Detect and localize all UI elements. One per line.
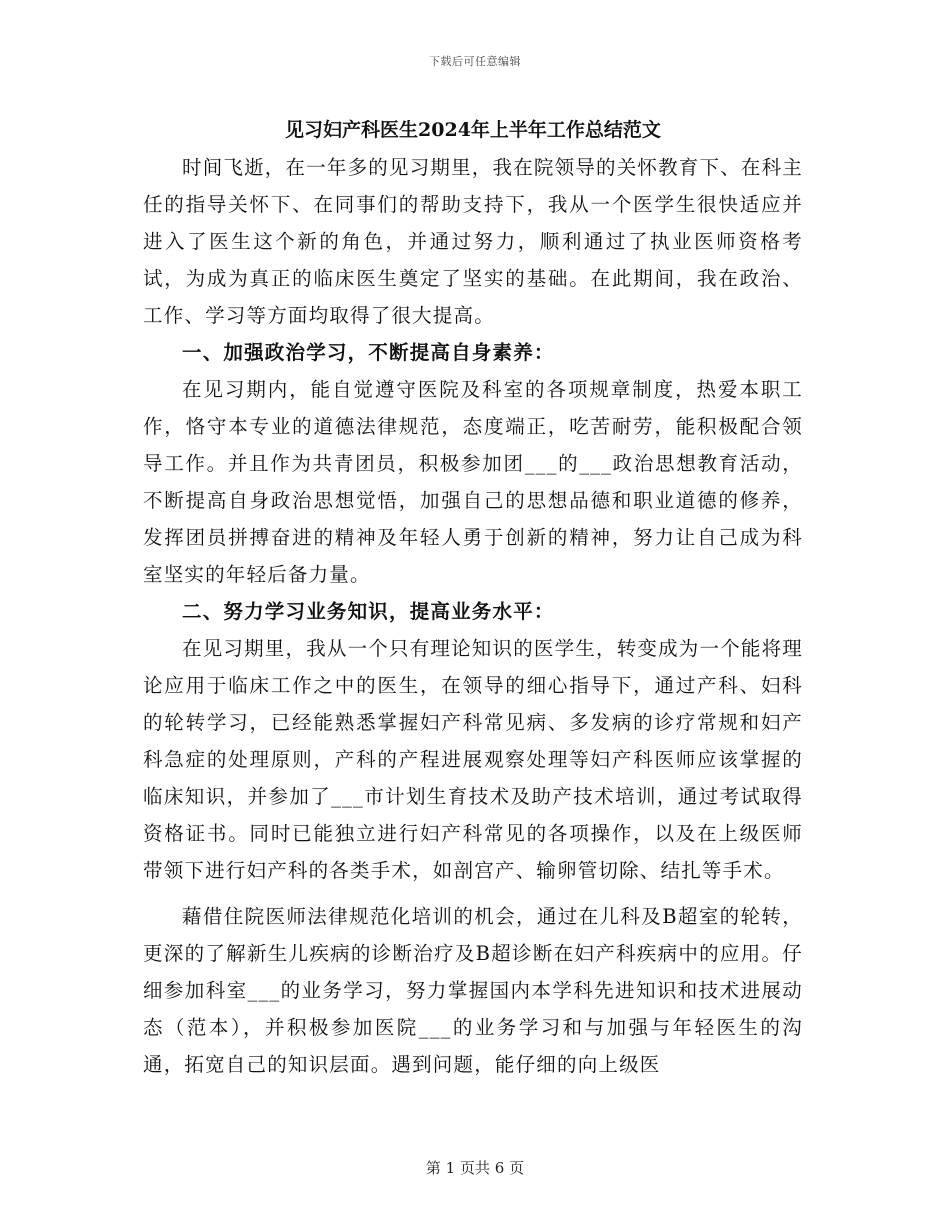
intro-paragraph: 时间飞逝，在一年多的见习期里，我在院领导的关怀教育下、在科主任的指导关怀下、在同事们的帮助支持下，我从一个医学生很快适应并进入了医生这个新的角色，并通过努力，顺利通过了执业医师资格考试，为成为真正的临床医生奠定了坚实的基础。在此期间，我在政治、工作、学习等方面均取得了很大提高。 xyxy=(143,156,804,327)
section2-paragraph-1: 在见习期里，我从一个只有理论知识的医学生，转变成为一个能将理论应用于临床工作之中的医生，在领导的细心指导下，通过产科、妇科的轮转学习，已经能熟悉掌握妇产科常见病、多发病的诊疗常规和妇产科急症的处理原则，产科的产程进展观察处理等妇产科医师应该掌握的临床知识，并参加了___市计划生育技术及助产技术培训，通过考试取得资格证书。同时已能独立进行妇产科常见的各项操作，以及在上级医师带领下进行妇产科的各类手术，如剖宫产、输卵管切除、结扎等手术。 xyxy=(143,637,804,882)
section1-heading: 一、加强政治学习，不断提高自身素养： xyxy=(182,341,555,364)
section2-paragraph-2: 藉借住院医师法律规范化培训的机会，通过在儿科及B超室的轮转，更深的了解新生儿疾病的诊断治疗及B超诊断在妇产科疾病中的应用。仔细参加科室___的业务学习，努力掌握国内本学科先进知识和技术进展动态（范本），并积极参加医院___的业务学习和与加强与年轻医生的沟通，拓宽自己的知识层面。遇到问题，能仔细的向上级医 xyxy=(143,905,803,1076)
page-header-note: 下载后可任意编辑 xyxy=(429,55,521,68)
paragraph-spacer xyxy=(143,889,803,898)
section2-heading: 二、努力学习业务知识，提高业务水平： xyxy=(182,600,555,623)
document-body xyxy=(143,112,803,1083)
section1-paragraph: 在见习期内，能自觉遵守医院及科室的各项规章制度，热爱本职工作，恪守本专业的道德法律规范，态度端正，吃苦耐劳，能积极配合领导工作。并且作为共青团员，积极参加团___的___政治思想教育活动，不断提高自身政治思想觉悟，加强自己的思想品德和职业道德的修养，发挥团员拼搏奋进的精神及年轻人勇于创新的精神，努力让自己成为科室坚实的年轻后备力量。 xyxy=(143,378,803,586)
page-number-footer: 第 1 页共 6 页 xyxy=(425,1159,525,1177)
document-title: 见习妇产科医生2024年上半年工作总结范文 xyxy=(285,119,661,141)
